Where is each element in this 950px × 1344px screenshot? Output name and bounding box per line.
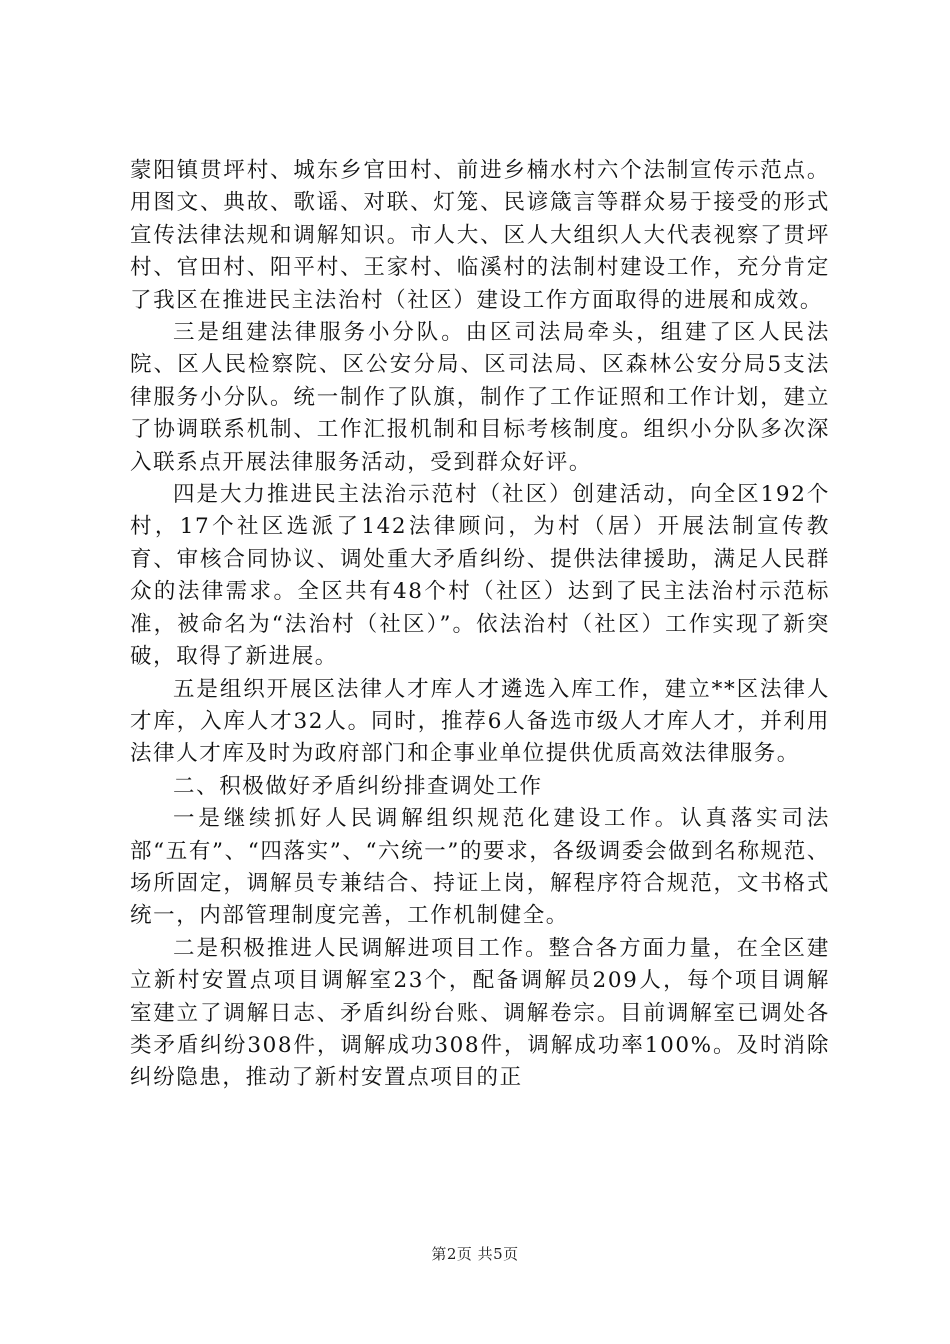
paragraph-continuation: 蒙阳镇贯坪村、城东乡官田村、前进乡楠水村六个法制宣传示范点。用图文、典故、歌谣、对联、灯笼、民谚箴言等群众易于接受的形式宣传法律法规和调解知识。市人大、区人大组织人大代表视察了贯坪村、官田村、阳平村、王家村、临溪村的法制村建设工作，充分肯定了我区在推进民主法治村（社区）建设工作方面取得的进展和成效。 — [130, 158, 830, 313]
section-heading-dispute-resolution: 二、积极做好矛盾纠纷排查调处工作 — [173, 773, 543, 799]
paragraph-mediation-projects: 二是积极推进人民调解进项目工作。整合各方面力量，在全区建立新村安置点项目调解室23个，配备调解员209人，每个项目调解室建立了调解日志、矛盾纠纷台账、调解卷宗。目前调解室已调处各类矛盾纠纷308件，调解成功308件，调解成功率100%。及时消除纠纷隐患，推动了新村安置点项目的正 — [130, 935, 830, 1091]
paragraph-mediation-standardization: 一是继续抓好人民调解组织规范化建设工作。认真落实司法部“五有”、“四落实”、“六统一”的要求，各级调委会做到名称规范、场所固定，调解员专兼结合、持证上岗，解程序符合规范，文书格式统一，内部管理制度完善，工作机制健全。 — [130, 806, 830, 929]
page-number-footer: 第2页 共5页 — [431, 1245, 519, 1263]
document-body — [130, 155, 830, 1095]
paragraph-legal-talent-pool: 五是组织开展区法律人才库人才遴选入库工作，建立**区法律人才库，入库人才32人。同时，推荐6人备选市级人才库人才，并利用法律人才库及时为政府部门和企事业单位提供优质高效法律服务。 — [130, 676, 830, 767]
paragraph-legal-service-teams: 三是组建法律服务小分队。由区司法局牵头，组建了区人民法院、区人民检察院、区公安分局、区司法局、区森林公安分局5支法律服务小分队。统一制作了队旗，制作了工作证照和工作计划，建立了协调联系机制、工作汇报机制和目标考核制度。组织小分队多次深入联系点开展法律服务活动，受到群众好评。 — [130, 320, 830, 475]
paragraph-rule-of-law-villages: 四是大力推进民主法治示范村（社区）创建活动，向全区192个村，17个社区选派了142法律顾问，为村（居）开展法制宣传教育、审核合同协议、调处重大矛盾纠纷、提供法律援助，满足人民群众的法律需求。全区共有48个村（社区）达到了民主法治村示范标准，被命名为“法治村（社区）”。依法治村（社区）工作实现了新突破，取得了新进展。 — [130, 482, 830, 670]
